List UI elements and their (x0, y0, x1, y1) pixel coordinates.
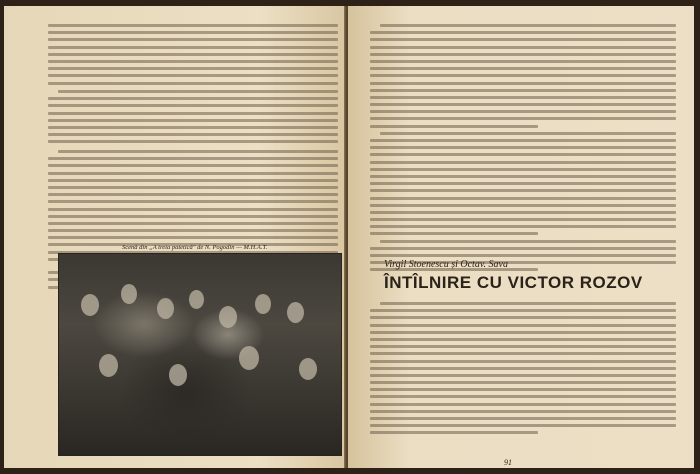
right-text-column-top (370, 24, 676, 276)
article-author: Virgil Stoenescu și Octav. Sava (384, 259, 508, 270)
right-text-column-bottom (370, 302, 676, 439)
left-page (4, 6, 346, 468)
photo-caption: Scenă din „A treia patetică" de N. Pogodin — M.H.A.T. (122, 244, 268, 251)
right-paragraph-2 (370, 132, 676, 236)
article-title: ÎNTÎLNIRE CU VICTOR ROZOV (384, 273, 643, 292)
right-paragraph-1 (370, 24, 676, 128)
left-paragraph-1 (48, 24, 338, 88)
page-number: 91 (504, 458, 512, 467)
theatre-scene-photo (58, 253, 342, 456)
right-page (348, 6, 694, 468)
left-paragraph-2 (48, 90, 338, 148)
